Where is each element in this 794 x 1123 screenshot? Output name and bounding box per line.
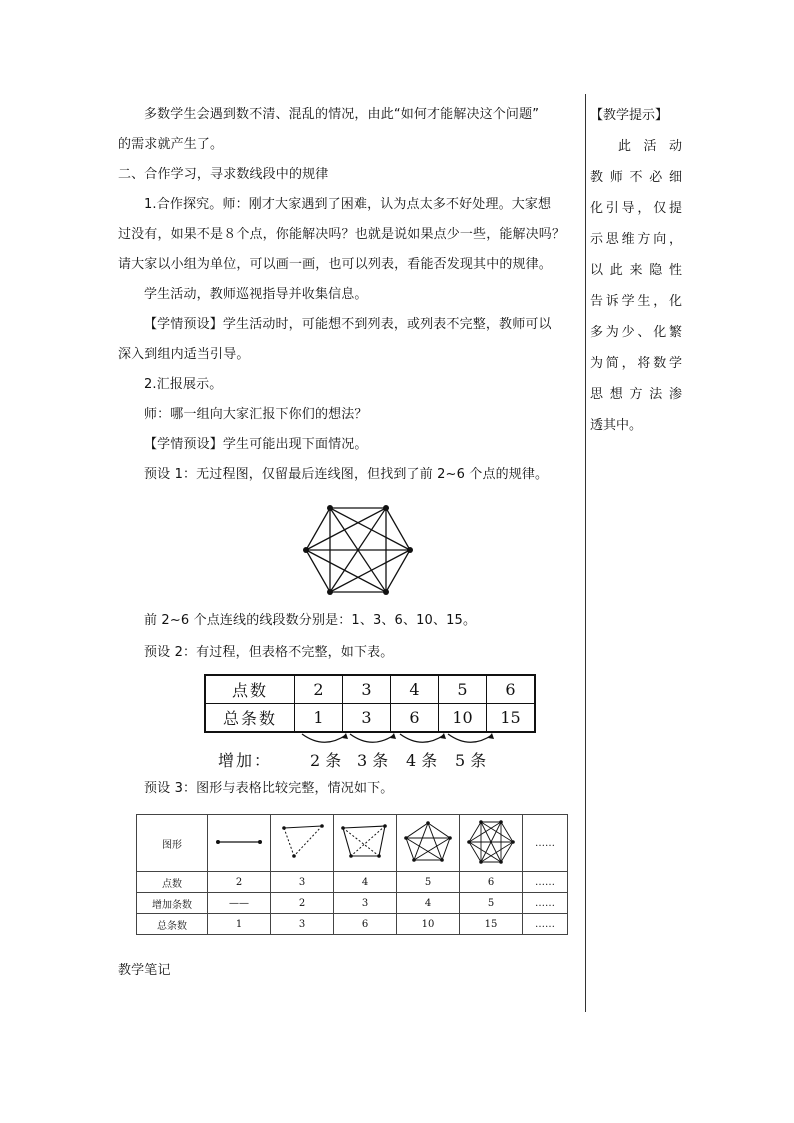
paragraph: 多数学生会遇到数不清、混乱的情况，由此“如何才能解决这个问题” bbox=[144, 107, 540, 122]
increase-arrows bbox=[296, 732, 526, 748]
section-heading: 二、合作学习，寻求数线段中的规律 bbox=[118, 167, 329, 182]
figure-2-points bbox=[208, 815, 271, 872]
table-row bbox=[137, 815, 568, 872]
table-cell: 5 bbox=[460, 893, 523, 914]
table-cell: 1 bbox=[208, 914, 271, 935]
paragraph: 前 2~6 个点连线的线段数分别是：1、3、6、10、15。 bbox=[144, 613, 477, 628]
table-cell: 2 bbox=[295, 675, 343, 704]
table-cell: 4 bbox=[334, 872, 397, 893]
table-cell: 3 bbox=[271, 872, 334, 893]
figure-3-points bbox=[271, 815, 334, 872]
paragraph: 【学情预设】学生活动时，可能想不到列表，或列表不完整，教师可以 bbox=[144, 317, 552, 332]
sidebar-line: 告诉学生，化 bbox=[590, 294, 682, 309]
table-row bbox=[205, 675, 535, 704]
sidebar-line: 多为少、化繁 bbox=[590, 325, 682, 340]
figure-4-points bbox=[334, 815, 397, 872]
table-cell: 4 bbox=[391, 675, 439, 704]
paragraph: 2.汇报展示。 bbox=[144, 377, 223, 392]
figure-6-points bbox=[460, 815, 523, 872]
table-cell: 6 bbox=[487, 675, 536, 704]
ellipsis: …… bbox=[523, 815, 568, 872]
table-cell: 3 bbox=[343, 704, 391, 733]
paragraph: 的需求就产生了。 bbox=[118, 137, 224, 152]
paragraph: 深入到组内适当引导。 bbox=[118, 347, 250, 362]
table-cell: 10 bbox=[439, 704, 487, 733]
main-column bbox=[118, 100, 580, 490]
increase-value: 4 条 bbox=[406, 751, 438, 770]
table-header-cell: 点数 bbox=[137, 872, 208, 893]
table-cell: 1 bbox=[295, 704, 343, 733]
paragraph: 师：哪一组向大家汇报下你们的想法？ bbox=[144, 407, 368, 422]
table-header-cell: 总条数 bbox=[205, 704, 295, 733]
table-cell: 2 bbox=[271, 893, 334, 914]
table-row bbox=[137, 914, 568, 935]
table-cell: 3 bbox=[271, 914, 334, 935]
table-cell: 3 bbox=[334, 893, 397, 914]
hexagon-figure bbox=[300, 500, 416, 600]
paragraph: 【学情预设】学生可能出现下面情况。 bbox=[144, 437, 368, 452]
table-cell: 15 bbox=[487, 704, 536, 733]
teaching-tips-sidebar bbox=[590, 100, 682, 441]
paragraph: 过没有，如果不是８个点，你能解决吗？也就是说如果点少一些，能解决吗？ bbox=[118, 227, 566, 242]
table-preset-3 bbox=[136, 814, 568, 935]
column-divider bbox=[585, 94, 586, 1012]
table-cell: 6 bbox=[334, 914, 397, 935]
sidebar-line: 此 活 动 bbox=[618, 139, 682, 154]
notes-heading: 教学笔记 bbox=[118, 963, 171, 978]
increase-value: 2 条 bbox=[310, 751, 342, 770]
paragraph: 请大家以小组为单位，可以画一画，也可以列表，看能否发现其中的规律。 bbox=[118, 257, 552, 272]
paragraph: 学生活动，教师巡视指导并收集信息。 bbox=[144, 287, 368, 302]
sidebar-title: 【教学提示】 bbox=[590, 108, 669, 123]
table-cell: 4 bbox=[397, 893, 460, 914]
table-cell: 10 bbox=[397, 914, 460, 935]
paragraph: 1.合作探究。师：刚才大家遇到了困难，认为点太多不好处理。大家想 bbox=[144, 197, 552, 212]
paragraph: 预设 3：图形与表格比较完整，情况如下。 bbox=[144, 781, 394, 796]
table-cell: —— bbox=[208, 893, 271, 914]
table-cell: 6 bbox=[391, 704, 439, 733]
increase-value: 5 条 bbox=[455, 751, 487, 770]
table-cell: …… bbox=[523, 893, 568, 914]
table-cell: …… bbox=[523, 914, 568, 935]
table-cell: 15 bbox=[460, 914, 523, 935]
table-row bbox=[137, 893, 568, 914]
sidebar-line: 以此来隐性 bbox=[590, 263, 682, 278]
table-cell: 3 bbox=[343, 675, 391, 704]
sidebar-line: 示思维方向， bbox=[590, 232, 682, 247]
table-row bbox=[137, 872, 568, 893]
table-cell: 5 bbox=[397, 872, 460, 893]
increase-label: 增加： bbox=[218, 751, 273, 770]
sidebar-line: 教师不必细 bbox=[590, 170, 682, 185]
hexagon-lines bbox=[306, 508, 410, 592]
table-header-cell: 图形 bbox=[137, 815, 208, 872]
figure-5-points bbox=[397, 815, 460, 872]
paragraph: 预设 2：有过程，但表格不完整，如下表。 bbox=[144, 645, 394, 660]
table-header-cell: 点数 bbox=[205, 675, 295, 704]
table-row bbox=[205, 704, 535, 733]
table-header-cell: 总条数 bbox=[137, 914, 208, 935]
table-cell: 5 bbox=[439, 675, 487, 704]
sidebar-line: 透其中。 bbox=[590, 418, 643, 433]
table-cell: 6 bbox=[460, 872, 523, 893]
sidebar-line: 化引导，仅提 bbox=[590, 201, 682, 216]
table-cell: 2 bbox=[208, 872, 271, 893]
sidebar-line: 为简，将数学 bbox=[590, 356, 682, 371]
table-preset-2 bbox=[204, 674, 536, 733]
table-header-cell: 增加条数 bbox=[137, 893, 208, 914]
paragraph: 预设 1：无过程图，仅留最后连线图，但找到了前 2~6 个点的规律。 bbox=[144, 467, 549, 482]
table-cell: …… bbox=[523, 872, 568, 893]
sidebar-line: 思想方法渗 bbox=[590, 387, 682, 402]
increase-value: 3 条 bbox=[357, 751, 389, 770]
